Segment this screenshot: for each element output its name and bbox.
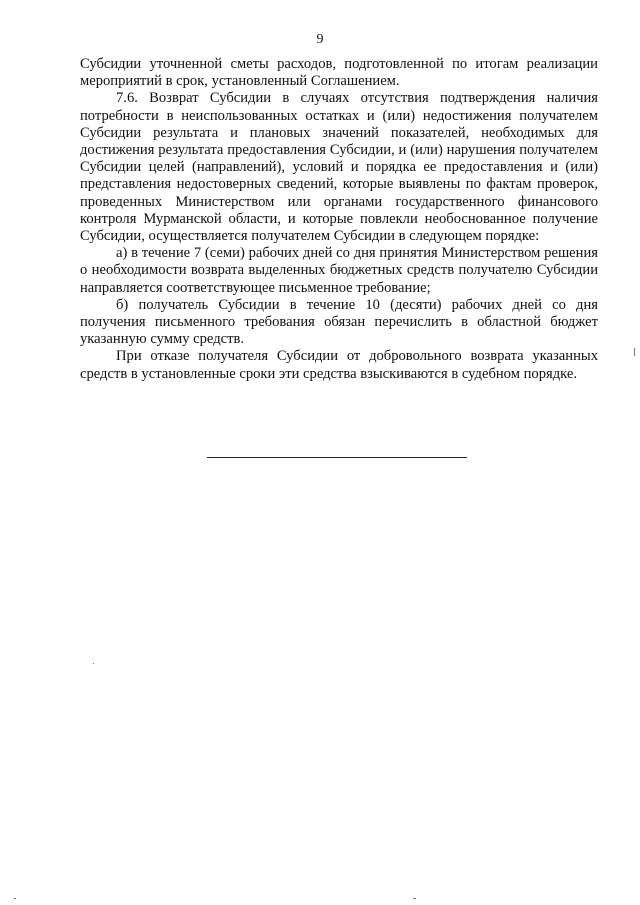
end-divider-line [207, 457, 467, 458]
page-number: 9 [316, 32, 324, 47]
scan-speck [93, 663, 94, 664]
document-body [80, 56, 598, 383]
scan-speck [14, 898, 16, 899]
paragraph-item-b: б) получатель Субсидии в течение 10 (десяти) рабочих дней со дня получения письменного требования обязан перечислить в областной бюджет указанную сумму средств. [80, 296, 598, 348]
paragraph-7-6: 7.6. Возврат Субсидии в случаях отсутствия подтверждения наличия потребности в неиспользованных остатках и (или) недостижения получателем Субсидии результата и плановых значений показателей, необходимых для достижения результата предоставления Субсидии, и (или) нарушения получателем Субсидии целей (направлений), условий и порядка ее предоставления и (или) представления недостоверных сведений, которые выявлены по фактам проверок, проведенных Министерством или органами государственного финансового контроля Мурманской области, и которые повлекли необоснованное получение Субсидии, осуществляется получателем Субсидии в следующем порядке: [80, 90, 598, 245]
paragraph-refusal: При отказе получателя Субсидии от добровольного возврата указанных средств в установленные сроки эти средства взыскиваются в судебном порядке. [80, 348, 598, 382]
scan-speck [413, 898, 416, 899]
paragraph-item-a: а) в течение 7 (семи) рабочих дней со дня принятия Министерством решения о необходимости возврата выделенных бюджетных средств получателю Субсидии направляется соответствующее письменное требование; [80, 245, 598, 296]
paragraph-continuation: Субсидии уточненной сметы расходов, подготовленной по итогам реализации мероприятий в срок, установленный Соглашением. [80, 56, 598, 90]
scan-speck [634, 348, 635, 356]
